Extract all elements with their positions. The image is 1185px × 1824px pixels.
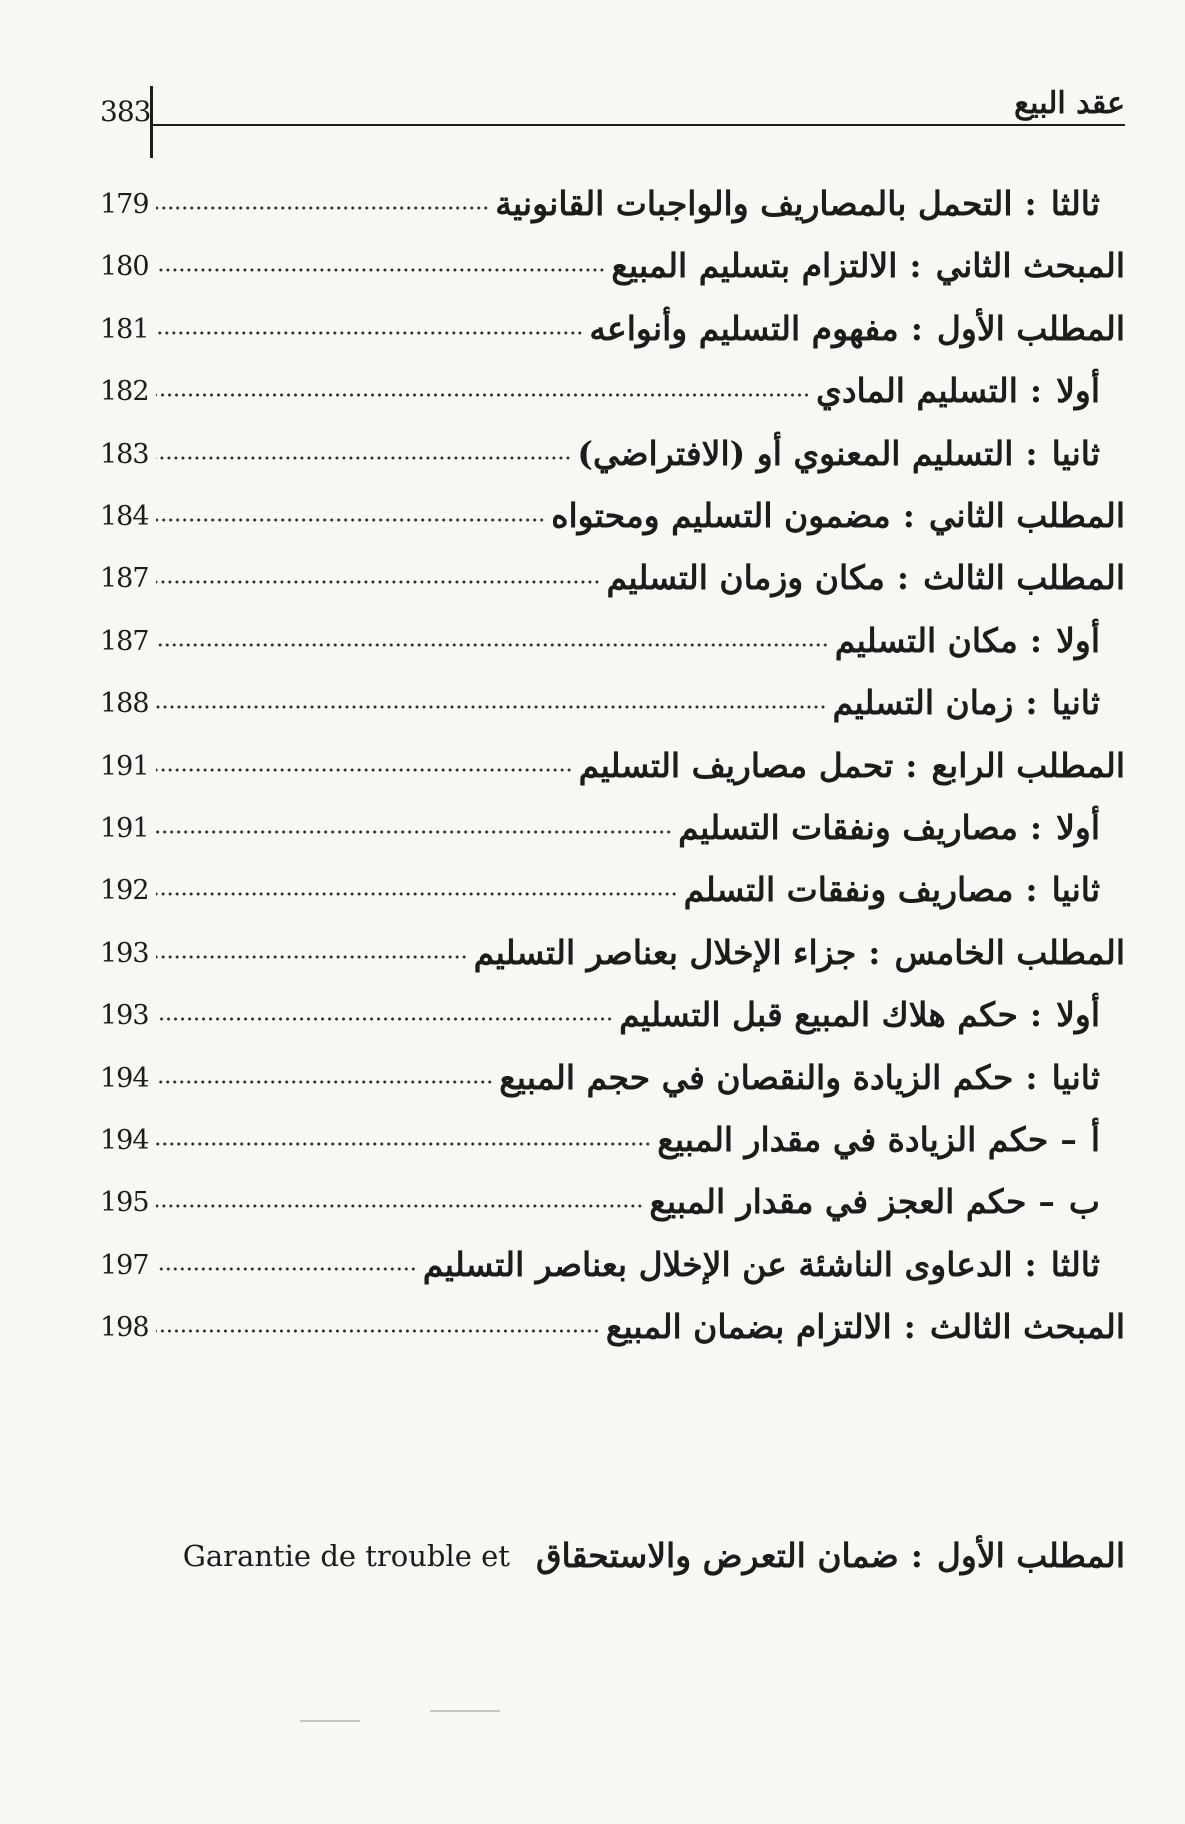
toc-entry: [100, 674, 1100, 724]
running-title: عقد البيع: [1014, 86, 1125, 121]
toc-page-number: 181: [100, 314, 149, 345]
toc-entry-title: مكان وزمان التسليم: [606, 558, 885, 597]
toc-page-number: 192: [100, 875, 149, 906]
toc-entry-label: أولا: [1056, 995, 1100, 1034]
toc-entry-separator: –: [1060, 1120, 1077, 1159]
toc-page-number: 195: [100, 1187, 149, 1218]
toc-entry-title: تحمل مصاريف التسليم: [578, 746, 894, 785]
toc-entry-label: ثانيا: [1051, 683, 1100, 722]
toc-entry-title: التسليم المادي: [816, 371, 1018, 410]
toc-entry-title: حكم هلاك المبيع قبل التسليم: [619, 995, 1018, 1034]
toc-entry-text: [589, 308, 1125, 350]
toc-leader-dots: [156, 388, 810, 402]
toc-entry-text: [606, 1306, 1125, 1348]
toc-entry-separator: :: [909, 246, 922, 285]
toc-leader-dots: [156, 513, 545, 527]
header-rule: [150, 124, 1125, 126]
toc-entry-separator: :: [910, 309, 923, 348]
header-vertical-rule: [150, 86, 153, 158]
toc-entry-title: التسليم المعنوي أو (الافتراضي): [577, 434, 1014, 473]
toc-entry-text: [684, 869, 1100, 911]
toc-leader-dots: [156, 1137, 651, 1151]
toc-page-number: 194: [100, 1125, 149, 1156]
toc-leader-dots: [156, 451, 571, 465]
toc-entry-separator: :: [1029, 621, 1043, 660]
toc-entry-title: حكم الزيادة والنقصان في حجم المبيع: [499, 1058, 1014, 1097]
toc-entry-label: ثانيا: [1051, 1058, 1100, 1097]
toc-entry-label: أولا: [1056, 808, 1100, 847]
toc-leader-dots: [156, 887, 678, 901]
toc-entry: [100, 362, 1100, 412]
toc-leader-dots: [156, 1075, 493, 1089]
toc-page-number: 191: [100, 813, 149, 844]
toc-entry-title: التحمل بالمصاريف والواجبات القانونية: [495, 184, 1013, 223]
toc-leader-dots: [156, 326, 583, 340]
toc-entry-label: المطلب الرابع: [931, 746, 1125, 785]
toc-entry-text: [495, 183, 1100, 225]
toc-entry-text: [577, 433, 1100, 475]
toc-entry-title: مكان التسليم: [834, 621, 1018, 660]
toc-leader-dots: [156, 700, 827, 714]
toc-entry: [100, 799, 1100, 849]
toc-entry: [100, 1111, 1100, 1161]
toc-entry-title: حكم الزيادة في مقدار المبيع: [657, 1120, 1049, 1159]
toc-entry: [100, 1173, 1100, 1223]
toc-entry-title: مصاريف ونفقات التسلم: [683, 870, 1014, 909]
toc-leader-dots: [156, 1324, 600, 1338]
toc-page-number: 193: [100, 1000, 149, 1031]
toc-entry-title: حكم العجز في مقدار المبيع: [649, 1182, 1027, 1221]
toc-entry-title: مصاريف ونفقات التسليم: [678, 808, 1018, 847]
toc-entry-title: زمان التسليم: [832, 683, 1014, 722]
toc-entry-text: [678, 807, 1100, 849]
toc-entry-label: ثالثا: [1050, 184, 1100, 223]
toc-entry-text: [833, 682, 1100, 724]
toc-entry-title: جزاء الإخلال بعناصر التسليم: [473, 933, 857, 972]
toc-leader-dots: [156, 825, 672, 839]
toc-leader-dots: [156, 263, 605, 277]
toc-entry-text: [611, 245, 1125, 287]
toc-entry-label: المطلب الأول: [936, 1536, 1125, 1575]
toc-page-number: 179: [100, 189, 149, 220]
toc-entry-text: [579, 745, 1125, 787]
toc-entry-label: ثالثا: [1050, 1245, 1100, 1284]
toc-entry-title: مضمون التسليم ومحتواه: [551, 496, 891, 535]
toc-entry-label: المطلب الثالث: [923, 558, 1125, 597]
toc-entry-text: [619, 994, 1100, 1036]
toc-leader-dots: [156, 638, 829, 652]
toc-page-number: 193: [100, 938, 149, 969]
toc-entry: [100, 487, 1125, 537]
toc-entry: [100, 237, 1125, 287]
toc-entry-separator: :: [1029, 371, 1043, 410]
toc-entry-text: [423, 1244, 1100, 1286]
toc-page-number: 188: [100, 688, 149, 719]
toc-page-number: 187: [100, 626, 149, 657]
toc-page-number: 182: [100, 376, 149, 407]
toc-entry-title: الالتزام بتسليم المبيع: [611, 246, 898, 285]
toc-entry-separator: :: [896, 558, 910, 597]
toc-entry-separator: :: [1025, 1058, 1038, 1097]
toc-entry-separator: :: [905, 746, 918, 785]
toc-entry: [100, 986, 1100, 1036]
toc-entry: [100, 924, 1125, 974]
toc-entry-separator: :: [1025, 683, 1038, 722]
toc-entry-text: [835, 620, 1100, 662]
toc-entry-label: أولا: [1056, 371, 1100, 410]
toc-entry-separator: :: [902, 496, 915, 535]
toc-entry-label: أ: [1090, 1120, 1100, 1159]
toc-leader-dots: [156, 1012, 613, 1026]
toc-entry-separator: :: [1025, 870, 1038, 909]
toc-entry-title: مفهوم التسليم وأنواعه: [589, 309, 899, 348]
page-number: 383: [100, 95, 151, 128]
toc-entry-separator: :: [910, 1536, 923, 1575]
toc-entry: [100, 1298, 1125, 1348]
toc-page-number: 197: [100, 1250, 149, 1281]
toc-leader-dots: [156, 1262, 417, 1276]
toc-leader-dots: [156, 1199, 643, 1213]
toc-entry-label: ثانيا: [1051, 870, 1100, 909]
toc-entry-text: [657, 1119, 1100, 1161]
toc-entry: [100, 425, 1100, 475]
toc-page-number: 180: [100, 251, 149, 282]
toc-entry-separator: :: [1029, 808, 1043, 847]
toc-page-number: 191: [100, 751, 149, 782]
toc-entry-separator: :: [903, 1307, 916, 1346]
toc-page-number: 184: [100, 501, 149, 532]
toc-entry-label: ب: [1068, 1182, 1100, 1221]
toc-entry-label: المطلب الثاني: [928, 496, 1125, 535]
toc-entry-text: [816, 370, 1100, 412]
toc-entry-separator: –: [1038, 1182, 1055, 1221]
toc-entry-label: ثانيا: [1051, 434, 1100, 473]
toc-leader-dots: [156, 763, 573, 777]
toc-leader-dots: [156, 575, 600, 589]
toc-page-number: 194: [100, 1063, 149, 1094]
toc-entry-text: [499, 1057, 1100, 1099]
toc-entry-foreign-title: Garantie de trouble et: [182, 1539, 510, 1573]
toc-entry: [100, 737, 1125, 787]
toc-entry: [100, 549, 1125, 599]
toc-page-number: 198: [100, 1312, 149, 1343]
toc-entry-label: المبحث الثاني: [935, 246, 1125, 285]
toc-entry-title: ضمان التعرض والاستحقاق: [535, 1536, 899, 1575]
toc-entry-separator: :: [1024, 1245, 1037, 1284]
toc-entry-text: [606, 557, 1125, 599]
toc-entry: [100, 861, 1100, 911]
toc-entry-last: [183, 1535, 1125, 1577]
toc-entry-label: أولا: [1056, 621, 1100, 660]
toc-leader-dots: [156, 950, 468, 964]
toc-entry-separator: :: [1024, 184, 1037, 223]
toc-entry: [100, 1236, 1100, 1286]
toc-entry-label: المطلب الخامس: [894, 933, 1125, 972]
toc-entry-title: الدعاوى الناشئة عن الإخلال بعناصر التسليم: [422, 1245, 1013, 1284]
toc-entry-text: [649, 1181, 1100, 1223]
page-smudge: [300, 1720, 360, 1722]
toc-entry: [100, 300, 1125, 350]
toc-page-number: 187: [100, 563, 149, 594]
toc-entry-label: المطلب الأول: [936, 309, 1125, 348]
toc-entry-separator: :: [1025, 434, 1038, 473]
toc-entry-text: [551, 495, 1125, 537]
toc-entry-separator: :: [868, 933, 881, 972]
toc-page-number: 183: [100, 439, 149, 470]
toc-entry: [100, 1049, 1100, 1099]
toc-entry-title: الالتزام بضمان المبيع: [605, 1307, 892, 1346]
toc-entry-label: المبحث الثالث: [929, 1307, 1125, 1346]
toc-leader-dots: [156, 201, 489, 215]
toc-entry: [100, 612, 1100, 662]
toc-entry-separator: :: [1029, 995, 1043, 1034]
toc-entry: [100, 175, 1100, 225]
toc-entry-text: [474, 932, 1125, 974]
page-smudge: [430, 1710, 500, 1712]
